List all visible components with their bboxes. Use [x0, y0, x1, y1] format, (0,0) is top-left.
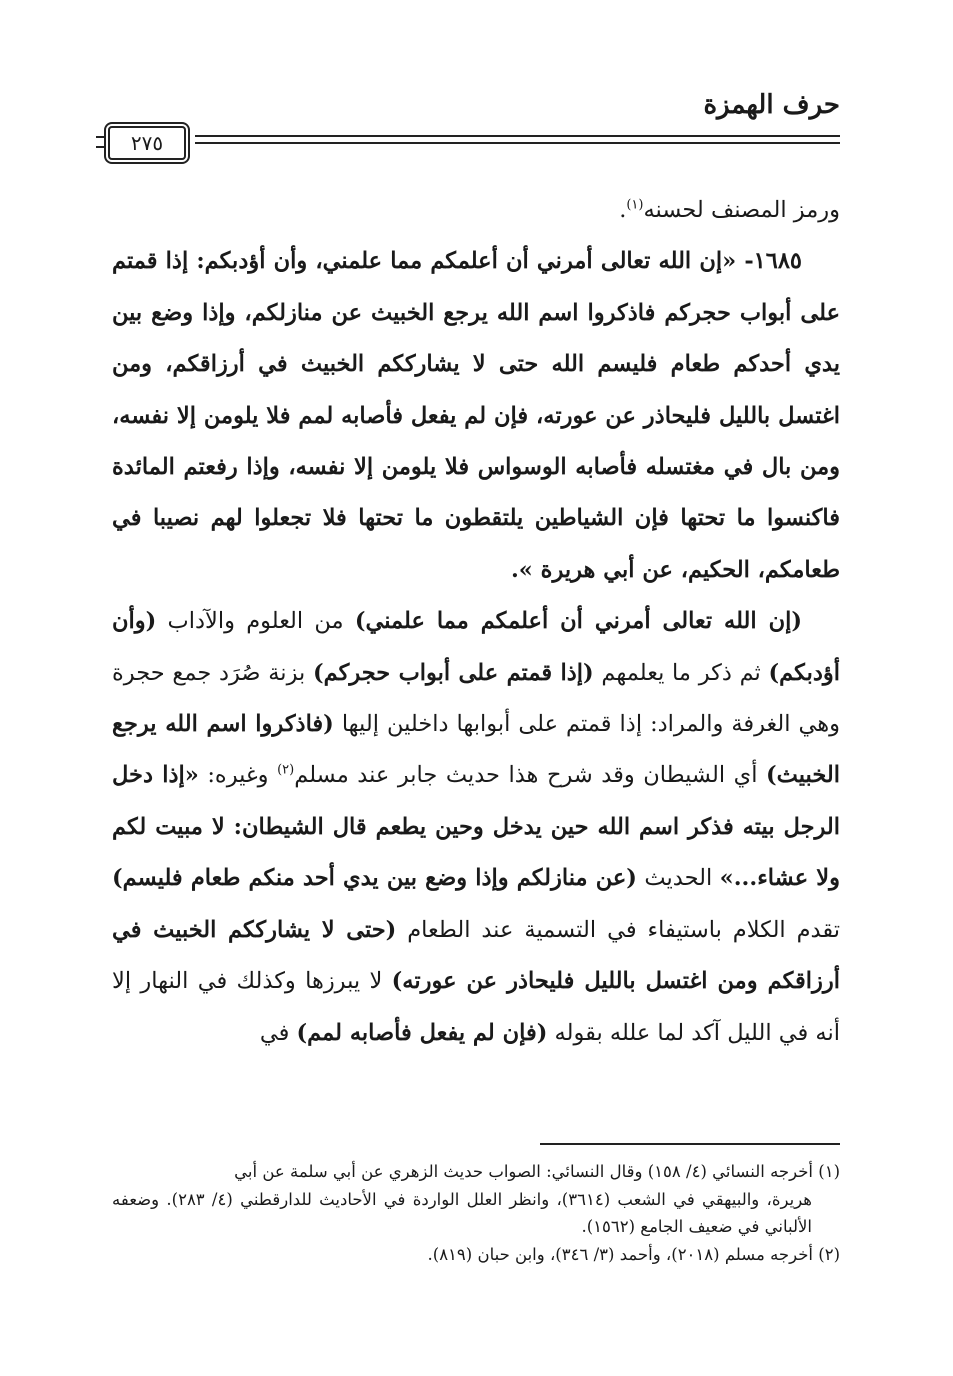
- hadith-text: [112, 236, 840, 596]
- commentary: (إن الله تعالى أمرني أن أعلمكم مما علمني) من العلوم والآداب (وأن أؤدبكم) ثم ذكر ما يعلمهم (إذا قمتم على أبواب حجركم) بزنة صُرَد جمع حجرة وهي الغرفة والمراد: إذا قمتم على أبوابها داخلين إليها (فاذكروا اسم الله يرجع الخبيث) أي الشيطان وقد شرح هذا حديث جابر عند مسلم$^{(٢)}$ وغيره: «إذا دخل الرجل بيته فذكر اسم الله حين يدخل وحين يطعم قال الشيطان: لا مبيت لكم ولا عشاء...» الحديث (عن منازلكم وإذا وضع بين يدي أحد منكم طعام فليسم) تقدم الكلام باستيفاء في التسمية عند الطعام (حتى لا يشارككم الخبيث في أرزاقكم ومن اغتسل بالليل فليحاذر عن عورته) لا يبرزها وكذلك في النهار إلا أنه في الليل آكد لما علله بقوله (فإن لم يفعل فأصابه لمم) في: [112, 608, 840, 1046]
- footnote-ref-1[interactable]: (١): [626, 197, 644, 213]
- running-title: حرف الهمزة: [703, 90, 840, 120]
- footnote-label: (٢): [818, 1244, 840, 1264]
- rule-line-top: [195, 135, 840, 137]
- footnotes: [112, 1158, 840, 1268]
- hadith-number: ١٦٨٥-: [736, 248, 803, 275]
- footnote-label: (١): [818, 1162, 840, 1181]
- footnote-2: (٢) أخرجه مسلم (٢٠١٨)، وأحمد (٣/ ٣٤٦)، وابن حبان (٨١٩).: [427, 1244, 840, 1264]
- rule-line-bottom: [195, 142, 840, 144]
- page-number: ٢٧٥: [108, 126, 186, 160]
- footnote-1: (١) أخرجه النسائي (٤/ ١٥٨) وقال النسائي: الصواب حديث الزهري عن أبي سلمة عن أبي هريرة، والبيهقي في الشعب (٣٦١٤)، وانظر العلل الواردة في الأحاديث للدارقطني (٤/ ٢٨٣). وضعفه الألباني في ضعيف الجامع (١٥٦٢).: [112, 1162, 840, 1236]
- rule-end-mark: [96, 136, 104, 148]
- main-text: [112, 185, 840, 1059]
- hadith-body: «إن الله تعالى أمرني أن أعلمكم مما علمني، وأن أؤدبكم: إذا قمتم على أبواب حجركم فاذكروا اسم الله يرجع الخبيث عن منازلكم، وإذا وضع بين يدي أحدكم طعام فليسم الله حتى لا يشارككم الخبيث في أرزاقكم، ومن اغتسل بالليل فليحاذر عن عورته، فإن لم يفعل فأصابه لمم فلا يلومن إلا نفسه، ومن بال في مغتسله فأصابه الوسواس فلا يلومن إلا نفسه، وإذا رفعتم المائدة فاكنسوا ما تحتها فإن الشياطين يلتقطون ما تحتها فلا تجعلوا لهم نصيبا في طعامكم، الحكيم، عن أبي هريرة ».: [112, 248, 840, 583]
- intro-line: ورمز المصنف لحسنه$^{(١)}$.: [619, 197, 840, 223]
- footnote-ref-2[interactable]: (٢): [277, 762, 295, 778]
- header-rule: [90, 126, 840, 156]
- footnote-separator: [540, 1143, 840, 1145]
